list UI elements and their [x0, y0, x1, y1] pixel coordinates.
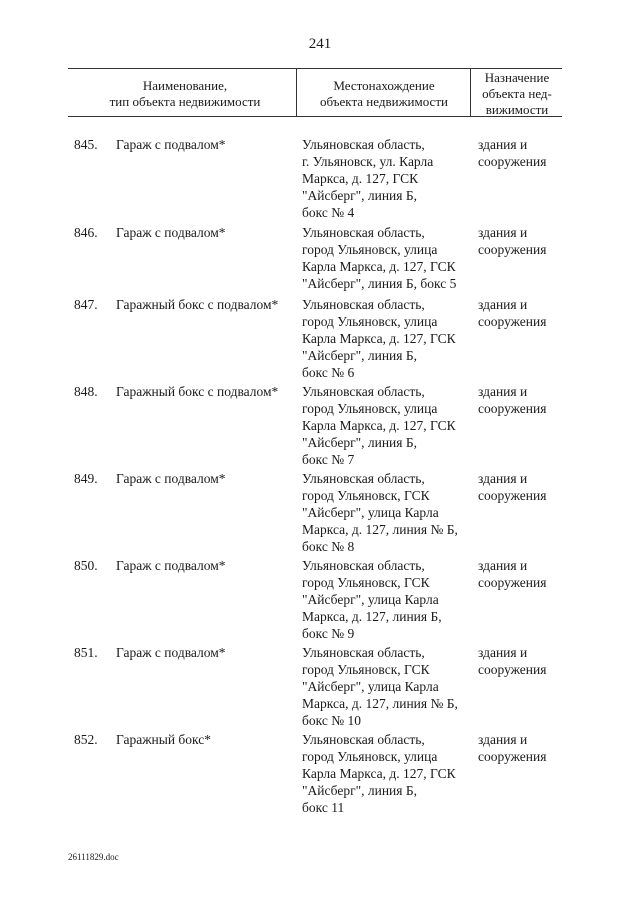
object-purpose: здания и сооружения [478, 645, 547, 677]
object-name: Гараж с подвалом* [116, 471, 226, 486]
object-name: Гараж с подвалом* [116, 558, 226, 573]
object-name: Гаражный бокс с подвалом* [116, 384, 279, 399]
object-name: Гараж с подвалом* [116, 645, 226, 660]
row-number: 846. [74, 225, 98, 240]
column-header-purpose: Назначение объекта нед- вижимости [482, 70, 552, 117]
table-top-rule [68, 68, 562, 69]
row-number: 848. [74, 384, 98, 399]
object-address: Ульяновская область, город Ульяновск, улица Карла Маркса, д. 127, ГСК "Айсберг", линия Б, бокс 11 [302, 732, 456, 815]
object-purpose: здания и сооружения [478, 471, 547, 503]
row-number: 850. [74, 558, 98, 573]
object-address: Ульяновская область, город Ульяновск, улица Карла Маркса, д. 127, ГСК "Айсберг", линия Б, бокс № 7 [302, 384, 456, 467]
object-purpose: здания и сооружения [478, 558, 547, 590]
row-number: 851. [74, 645, 98, 660]
row-number: 847. [74, 297, 98, 312]
footer-filename: 26111829.doc [68, 852, 119, 862]
object-purpose: здания и сооружения [478, 732, 547, 764]
object-address: Ульяновская область, город Ульяновск, ГСК "Айсберг", улица Карла Маркса, д. 127, линия Б, бокс № 9 [302, 558, 442, 641]
object-address: Ульяновская область, город Ульяновск, улица Карла Маркса, д. 127, ГСК "Айсберг", линия Б, бокс 5 [302, 225, 457, 291]
object-address: Ульяновская область, г. Ульяновск, ул. Карла Маркса, д. 127, ГСК "Айсберг", линия Б, бокс № 4 [302, 137, 434, 220]
row-number: 845. [74, 137, 98, 152]
object-address: Ульяновская область, город Ульяновск, ГСК "Айсберг", улица Карла Маркса, д. 127, линия № Б, бокс № 8 [302, 471, 458, 554]
column-header-name: Наименование, тип объекта недвижимости [109, 78, 261, 109]
object-address: Ульяновская область, город Ульяновск, улица Карла Маркса, д. 127, ГСК "Айсберг", линия Б, бокс № 6 [302, 297, 456, 380]
page-number: 241 [308, 36, 332, 52]
object-name: Гаражный бокс* [116, 732, 212, 747]
object-purpose: здания и сооружения [478, 137, 547, 169]
column-header-location: Местонахождение объекта недвижимости [320, 78, 448, 109]
object-purpose: здания и сооружения [478, 225, 547, 257]
object-name: Гараж с подвалом* [116, 137, 226, 152]
object-name: Гаражный бокс с подвалом* [116, 297, 279, 312]
object-purpose: здания и сооружения [478, 297, 547, 329]
row-number: 852. [74, 732, 98, 747]
row-number: 849. [74, 471, 98, 486]
header-divider [470, 68, 471, 116]
header-divider [296, 68, 297, 116]
object-address: Ульяновская область, город Ульяновск, ГСК "Айсберг", улица Карла Маркса, д. 127, линия № Б, бокс № 10 [302, 645, 458, 728]
object-name: Гараж с подвалом* [116, 225, 226, 240]
object-purpose: здания и сооружения [478, 384, 547, 416]
